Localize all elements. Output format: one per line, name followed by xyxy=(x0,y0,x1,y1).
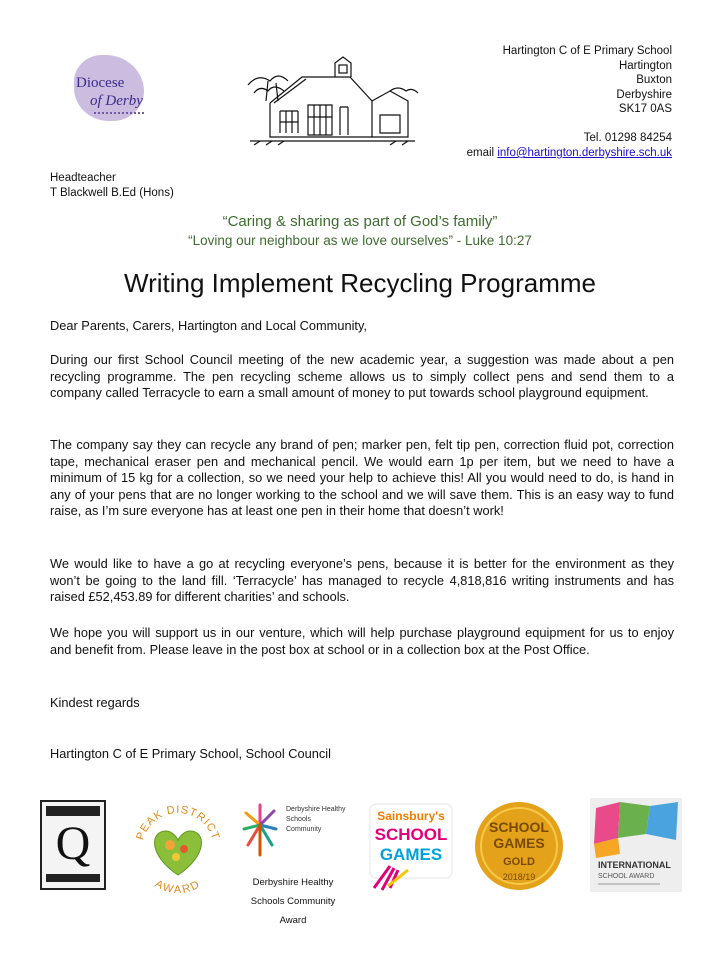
diocese-logo-line2: of Derby xyxy=(90,93,143,109)
svg-text:Sainsbury's: Sainsbury's xyxy=(377,809,445,823)
svg-text:2018/19: 2018/19 xyxy=(502,872,536,882)
svg-text:GAMES: GAMES xyxy=(379,845,443,864)
headteacher-name: T Blackwell B.Ed (Hons) xyxy=(50,186,174,199)
letter-title: Writing Implement Recycling Programme xyxy=(124,268,596,298)
school-motto: “Caring & sharing as part of God’s family” xyxy=(222,213,498,230)
headteacher-block xyxy=(50,171,174,200)
headteacher-role: Headteacher xyxy=(50,172,116,184)
svg-text:SCHOOL: SCHOOL xyxy=(489,819,549,835)
address-line: Hartington xyxy=(618,59,672,72)
diocese-of-derby-logo xyxy=(70,55,165,125)
svg-text:GAMES: GAMES xyxy=(493,835,545,851)
school-building-drawing xyxy=(240,55,420,150)
svg-text:GOLD: GOLD xyxy=(503,856,535,868)
email-link[interactable]: info@hartington.derbyshire.sch.uk xyxy=(497,147,672,159)
svg-text:Schools: Schools xyxy=(286,816,311,823)
school-games-gold-award-logo xyxy=(473,800,565,892)
contact-block xyxy=(467,131,672,161)
svg-text:INTERNATIONAL: INTERNATIONAL xyxy=(598,860,671,870)
diocese-logo-underline xyxy=(94,112,144,120)
letter-signoff: Hartington C of E Primary School, School Council xyxy=(50,746,331,761)
letter-closing: Kindest regards xyxy=(50,695,140,710)
quality-mark-bottom-bar xyxy=(46,874,100,882)
healthy-schools-figure-icon xyxy=(238,785,348,870)
quality-mark-logo xyxy=(40,800,106,890)
svg-text:PEAK DISTRICT: PEAK DISTRICT xyxy=(134,803,222,842)
address-line: SK17 0AS xyxy=(618,103,672,115)
caption-line: Award xyxy=(279,915,307,926)
telephone: Tel. 01298 84254 xyxy=(583,132,672,144)
bible-quote: “Loving our neighbour as we love ourselves” - Luke 10:27 xyxy=(188,233,532,248)
international-school-award-logo xyxy=(590,798,682,892)
caption-line: Schools Community xyxy=(250,896,336,907)
svg-text:SCHOOL AWARD: SCHOOL AWARD xyxy=(598,873,655,880)
svg-text:Derbyshire Healthy: Derbyshire Healthy xyxy=(286,806,346,813)
address-line: Derbyshire xyxy=(616,88,672,101)
letter-paragraph-3: We would like to have a go at recycling everyone’s pens, because it is better for the environment as they won’t be going to the land fill. ‘Terracycle’ has managed to recycle 4,818,816 writing instruments and has raised £52,453.89 for different charities’ and schools. xyxy=(50,556,674,604)
sainsburys-school-games-logo xyxy=(368,800,454,892)
derbyshire-healthy-schools-logo xyxy=(238,785,348,925)
letter-paragraph-2: The company say they can recycle any brand of pen; marker pen, felt tip pen, correction fluid pot, correction tape, mechanical eraser pen and mechanical pencil. We would earn 1p per item, but we need to have a minimum of 15 kg for a collection, so we need your help to achieve this! All you would need to do, is hand in any of your pens that are no longer working to the school and we will save them. This is an easy way to fund raise, as I’m sure everyone has at least one pen in their home that doesn’t work! xyxy=(50,437,674,518)
letter-paragraph-1: During our first School Council meeting of the new academic year, a suggestion was made about a pen recycling programme. The pen recycling scheme allows us to simply collect pens and send them to a company called Terracycle to earn a small amount of money to put towards school playground equipment. xyxy=(50,352,674,400)
address-line: Buxton xyxy=(636,74,672,86)
peak-district-award-logo xyxy=(128,797,228,897)
svg-text:Community: Community xyxy=(286,826,322,833)
email-label: email xyxy=(466,147,495,159)
letter-greeting: Dear Parents, Carers, Hartington and Local Community, xyxy=(50,318,367,333)
quality-mark-top-bar xyxy=(46,806,100,816)
diocese-logo-line1: Diocese xyxy=(76,75,125,91)
caption-line: Derbyshire Healthy xyxy=(252,877,334,888)
email-line xyxy=(467,146,672,161)
letter-paragraph-4: We hope you will support us in our venture, which will help purchase playground equipment for us to enjoy and benefit from. Please leave in the post box at school or in a collection box at the Post Office. xyxy=(50,625,674,657)
school-address-block xyxy=(503,44,672,117)
quality-q-icon: Q xyxy=(55,817,91,870)
derbyshire-award-caption xyxy=(238,873,348,930)
svg-text:SCHOOL: SCHOOL xyxy=(374,825,448,844)
svg-text:AWARD: AWARD xyxy=(152,877,204,897)
address-line: Hartington C of E Primary School xyxy=(502,45,672,57)
